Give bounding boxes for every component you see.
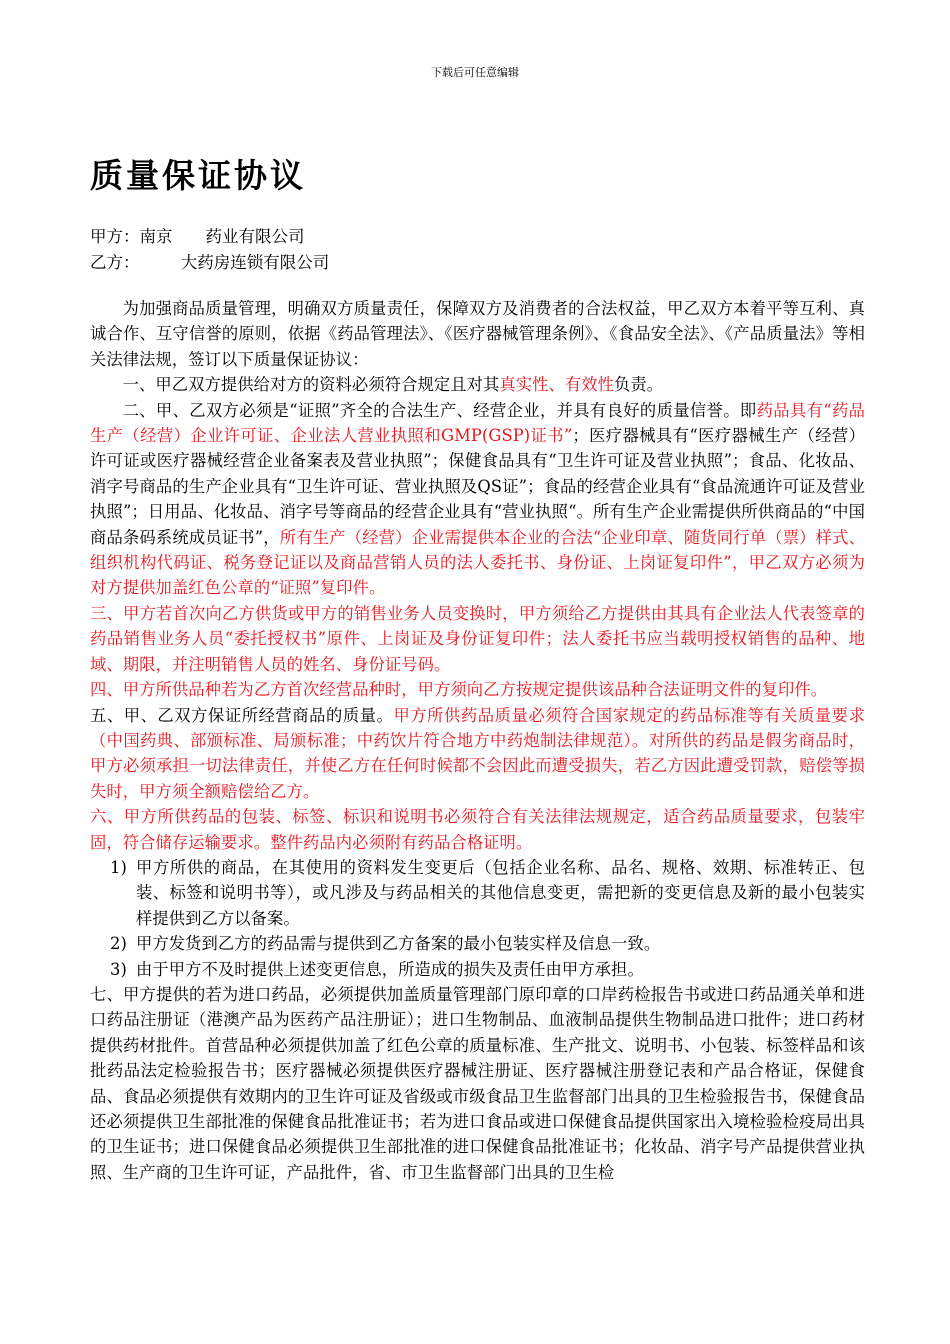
clause-2-text-2: ；医疗器械具有“医疗器械生产（经营）许可证或医疗器械经营企业备案表及营业执照”；保健食品具有“卫生许可证及营业执照”；食品、化妆品、消字号商品的生产企业具有“卫生许可证、营业执照及QS证”；食品的经营企业具有“食品流通许可证及营业执照”；日用品、化妆品、消字号等商品的经营企业具有“营业执照“。所有生产企业需提供所供商品的“中国商品条码系统成员证书”， xyxy=(90,426,865,547)
intro-paragraph: 为加强商品质量管理，明确双方质量责任，保障双方及消费者的合法权益，甲乙双方本着平等互利、真诚合作、互守信誉的原则，依据《药品管理法》、《医疗器械管理条例》、《食品安全法》、《产品质量法》等相关法律法规，签订以下质量保证协议： xyxy=(90,299,865,369)
party-b-name: 大药房连锁有限公司 xyxy=(131,253,330,272)
clause-1 xyxy=(90,372,865,397)
clause-3: 三、甲方若首次向乙方供货或甲方的销售业务人员变换时，甲方须给乙方提供由其具有企业法人代表签章的药品销售业务人员“委托授权书”原件、上岗证及身份证复印件；法人委托书应当载明授权销售的品种、地域、期限，并注明销售人员的姓名、身份证号码。 xyxy=(90,603,865,674)
clause-6: 六、甲方所供药品的包装、标签、标识和说明书必须符合有关法律法规规定，适合药品质量要求，包装牢固，符合储存运输要求。整件药品内必须附有药品合格证明。 xyxy=(90,807,865,852)
party-a-name: 南京 药业有限公司 xyxy=(139,227,305,246)
clause-5-highlight: 甲方所供药品质量必须符合国家规定的药品标准等有关质量要求（中国药典、部颁标准、局颁标准；中药饮片符合地方中药炮制法律规范）。对所供的药品是假劣商品时，甲方必须承担一切法律责任，并使乙方在任何时候都不会因此而遭受损失，若乙方因此遭受罚款，赔偿等损失时，甲方须全额赔偿给乙方。 xyxy=(90,705,865,801)
clause-5 xyxy=(90,703,865,805)
sub-item-list xyxy=(90,855,865,982)
list-item xyxy=(110,855,865,931)
clause-7: 七、甲方提供的若为进口药品，必须提供加盖质量管理部门原印章的口岸药检报告书或进口药品通关单和进口药品注册证（港澳产品为医药产品注册证）；进口生物制品、血液制品提供生物制品进口批件；进口药材提供药材批件。首营品种必须提供加盖了红色公章的质量标准、生产批文、说明书、小包装、标签样品和该批药品法定检验报告书；医疗器械必须提供医疗器械注册证、医疗器械注册登记表和产品合格证，保健食品、食品必须提供有效期内的卫生许可证及省级或市级食品卫生监督部门出具的卫生检验报告书，保健食品还必须提供卫生部批准的保健食品批准证书；若为进口食品或进口保健食品提供国家出入境检验检疫局出具的卫生证书；进口保健食品必须提供卫生部批准的进口保健食品批准证书；化妆品、消字号产品提供营业执照、生产商的卫生许可证，产品批件，省、市卫生监督部门出具的卫生检 xyxy=(90,984,865,1182)
list-item xyxy=(110,931,865,956)
list-item-text: 由于甲方不及时提供上述变更信息，所造成的损失及责任由甲方承担。 xyxy=(136,959,644,979)
list-item-number: 1) xyxy=(110,857,127,877)
clause-1-text: 一、甲乙双方提供给对方的资料必须符合规定且对其 xyxy=(122,375,500,395)
list-item-number: 2) xyxy=(110,934,127,954)
parties xyxy=(90,224,329,276)
list-item-text: 甲方发货到乙方的药品需与提供到乙方备案的最小包装实样及信息一致。 xyxy=(136,934,661,954)
list-item xyxy=(110,957,865,982)
clause-1-highlight: 真实性、有效性 xyxy=(499,375,615,395)
list-item-text: 甲方所供的商品，在其使用的资料发生变更后（包括企业名称、品名、规格、效期、标准转正、包装、标签和说明书等），或凡涉及与药品相关的其他信息变更，需把新的变更信息及新的最小包装实样提供到乙方以备案。 xyxy=(136,857,865,928)
party-a-label: 甲方： xyxy=(90,227,140,246)
clause-2-text: 二、甲、乙双方必须是“证照”齐全的合法生产、经营企业，并具有良好的质量信誉。即 xyxy=(122,400,757,420)
party-a xyxy=(90,224,329,250)
clause-4: 四、甲方所供品种若为乙方首次经营品种时，甲方须向乙方按规定提供该品种合法证明文件的复印件。 xyxy=(90,680,828,700)
clause-2 xyxy=(90,398,865,601)
clause-2-highlight-1: 药品具有“药品生产（经营）企业许可证、企业法人营业执照和GMP(GSP)证书” xyxy=(90,400,865,446)
header-note: 下载后可任意编辑 xyxy=(431,66,519,79)
clause-2-highlight-2: 所有生产（经营）企业需提供本企业的合法“企业印章、随货同行单（票）样式、组织机构代码证、税务登记证以及商品营销人员的法人委托书、身份证、上岗证复印件”，甲乙双方必须为对方提供加盖红色公章的“证照”复印件。 xyxy=(90,527,865,598)
document-title: 质量保证协议 xyxy=(90,156,306,195)
party-b-label: 乙方： xyxy=(90,253,132,272)
clause-5-text: 五、甲、乙双方保证所经营商品的质量。 xyxy=(90,705,394,725)
clause-1-end: 负责。 xyxy=(614,375,664,395)
party-b xyxy=(90,250,329,276)
list-item-number: 3) xyxy=(110,959,127,979)
agreement-body xyxy=(90,296,865,1185)
